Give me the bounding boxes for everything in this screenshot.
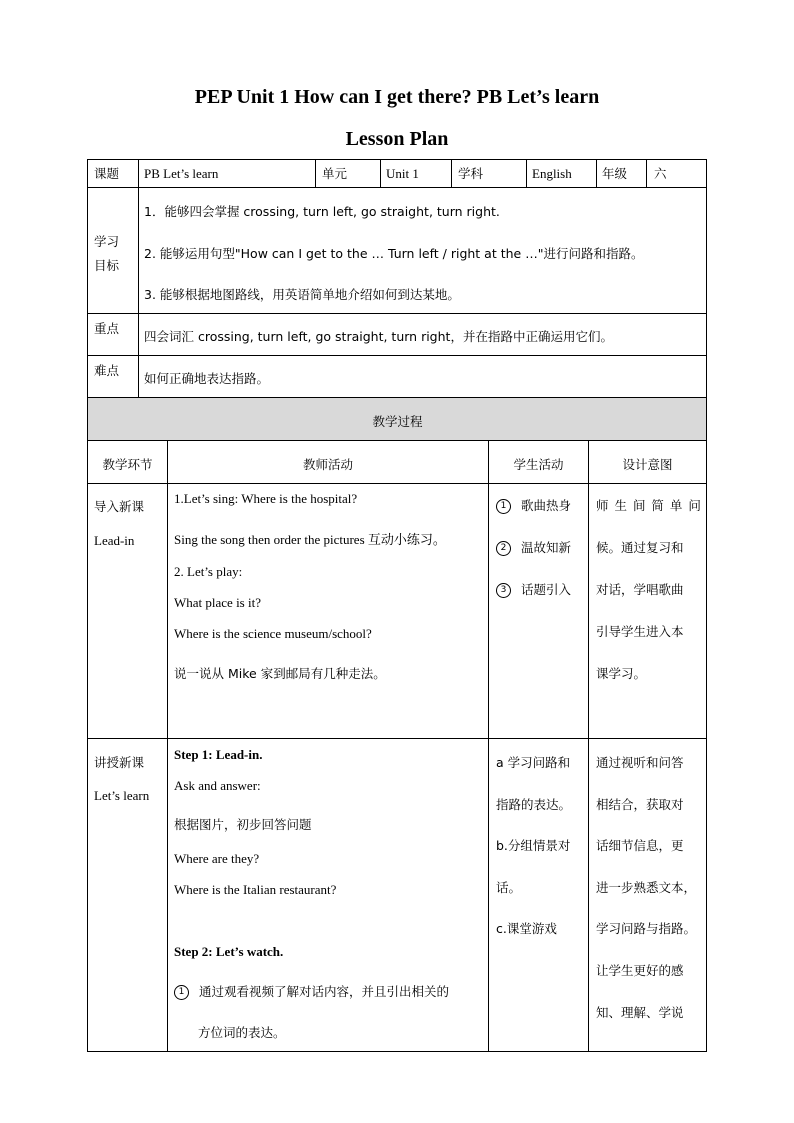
- objective-item: 2. 能够运用句型"How can I get to the … Turn left / right at the …"进行问路和指路。: [144, 246, 644, 261]
- stage2-step2-heading: Step 2: Let’s watch.: [174, 944, 284, 959]
- stage2-intent-line: 学习问路与指路。: [596, 921, 697, 936]
- stage2-intent-line: 通过视听和问答: [596, 755, 684, 770]
- stage2-intent-line: 相结合，获取对: [596, 797, 684, 812]
- stage2-name: 讲授新课: [94, 755, 145, 770]
- circled-number: 3: [496, 583, 511, 598]
- stage2-student-line: c.课堂游戏: [496, 921, 557, 936]
- document-title: PEP Unit 1 How can I get there? PB Let’s learn: [194, 86, 600, 108]
- subject-value: English: [532, 166, 572, 181]
- stage2-student-line: 指路的表达。: [496, 797, 572, 812]
- stage2-teacher-item: 1 通过观看视频了解对话内容，并且引出相关的: [174, 982, 449, 1000]
- objective-item: 1．能够四会掌握 crossing, turn left, go straight, turn right.: [144, 204, 500, 219]
- stage2-teacher-line: 根据图片，初步回答问题: [174, 817, 312, 832]
- grade-label: 年级: [602, 166, 628, 181]
- column-header-teacher: 教师活动: [302, 457, 353, 472]
- subject-label: 学科: [458, 166, 484, 181]
- stage2-teacher-line: Ask and answer:: [174, 778, 261, 793]
- stage1-teacher-line: Sing the song then order the pictures 互动小练习。: [174, 532, 446, 547]
- stage1-teacher-line: 2. Let’s play:: [174, 564, 243, 579]
- stage1-name: 导入新课: [94, 499, 145, 514]
- stage2-step1-heading: Step 1: Lead-in.: [174, 747, 263, 762]
- document-subtitle: Lesson Plan: [345, 128, 449, 150]
- stage1-student-item: 2 温故知新: [496, 538, 571, 556]
- topic-label: 课题: [94, 166, 120, 181]
- stage2-intent-line: 让学生更好的感: [596, 963, 684, 978]
- objective-item: 3. 能够根据地图路线，用英语简单地介绍如何到达某地。: [144, 287, 460, 302]
- stage2-teacher-line: Where is the Italian restaurant?: [174, 882, 337, 897]
- stage1-student-item: 1 歌曲热身: [496, 496, 571, 514]
- stage1-intent-line: 引导学生进入本: [596, 624, 684, 639]
- stage1-teacher-line: 说一说从 Mike 家到邮局有几种走法。: [174, 666, 386, 681]
- objectives-label-a: 学习: [94, 234, 120, 249]
- stage2-name-en: Let’s learn: [94, 788, 150, 803]
- difficulty-label: 难点: [94, 363, 120, 378]
- circled-number: 2: [496, 541, 511, 556]
- stage1-teacher-line: What place is it?: [174, 595, 261, 610]
- stage1-intent-line: 师 生 间 简 单 问: [596, 498, 701, 513]
- difficulty-text: 如何正确地表达指路。: [144, 371, 270, 386]
- key-point-label: 重点: [94, 321, 120, 336]
- objectives-label-b: 目标: [94, 258, 120, 273]
- stage1-name-en: Lead-in: [94, 533, 135, 548]
- stage1-teacher-line: 1.Let’s sing: Where is the hospital?: [174, 491, 358, 506]
- stage2-intent-line: 进一步熟悉文本，: [596, 880, 697, 895]
- stage1-intent-line: 课学习。: [596, 666, 647, 681]
- stage2-teacher-item-cont: 方位词的表达。: [198, 1025, 286, 1040]
- stage2-teacher-line: Where are they?: [174, 851, 260, 866]
- key-point-text: 四会词汇 crossing, turn left, go straight, turn right，并在指路中正确运用它们。: [144, 329, 613, 344]
- stage1-intent-line: 对话，学唱歌曲: [596, 582, 684, 597]
- grade-value: 六: [654, 166, 667, 181]
- column-header-intent: 设计意图: [622, 457, 673, 472]
- stage1-student-item: 3 话题引入: [496, 580, 571, 598]
- stage2-student-line: b.分组情景对: [496, 838, 571, 853]
- column-header-stage: 教学环节: [102, 457, 153, 472]
- stage2-intent-line: 话细节信息，更: [596, 838, 684, 853]
- process-header: 教学过程: [372, 414, 423, 429]
- circled-number: 1: [496, 499, 511, 514]
- stage2-intent-line: 知、理解、学说: [596, 1005, 684, 1020]
- column-header-student: 学生活动: [513, 457, 564, 472]
- stage1-intent-line: 候。通过复习和: [596, 540, 684, 555]
- circled-number: 1: [174, 985, 189, 1000]
- stage1-teacher-line: Where is the science museum/school?: [174, 626, 372, 641]
- stage2-student-line: a 学习问路和: [496, 755, 571, 770]
- topic-value: PB Let’s learn: [144, 166, 219, 181]
- unit-value: Unit 1: [386, 166, 419, 181]
- stage2-student-line: 话。: [496, 880, 522, 895]
- unit-label: 单元: [322, 166, 348, 181]
